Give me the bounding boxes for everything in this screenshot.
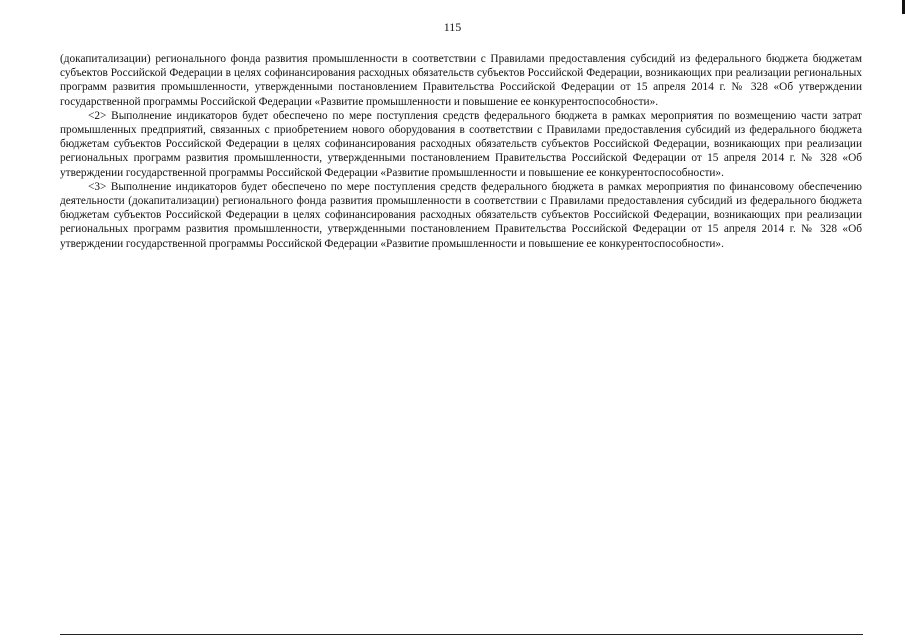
page-number: 115 — [443, 20, 462, 34]
footnote-3: <3> Выполнение индикаторов будет обеспечено по мере поступления средств федерального бюджета в рамках мероприятия по финансовому обеспечению деятельности (докапитализации) регионального фонда развития промышленности в соответствии с Правилами предоставления субсидий из федерального бюджета бюджетам субъектов Российской Федерации в целях софинансирования расходных обязательств субъектов Российской Федерации, возникающих при реализации региональных программ развития промышленности, утвержденными постановлением Правительства Российской Федерации от 15 апреля 2014 г. № 328 «Об утверждении государственной программы Российской Федерации «Развитие промышленности и повышение ее конкурентоспособности». — [60, 180, 862, 250]
paragraph-continuation: (докапитализации) регионального фонда развития промышленности в соответствии с Правилами предоставления субсидий из федерального бюджета бюджетам субъектов Российской Федерации в целях софинансирования расходных обязательств субъектов Российской Федерации, возникающих при реализации региональных программ развития промышленности, утвержденными постановлением Правительства Российской Федерации от 15 апреля 2014 г. № 328 «Об утверждении государственной программы Российской Федерации «Развитие промышленности и повышение ее конкурентоспособности». — [60, 53, 862, 108]
bottom-rule — [60, 634, 863, 635]
footnote-2: <2> Выполнение индикаторов будет обеспечено по мере поступления средств федерального бюджета в рамках мероприятия по возмещению части затрат промышленных предприятий, связанных с приобретением нового оборудования в соответствии с Правилами предоставления субсидий из федерального бюджета бюджетам субъектов Российской Федерации в целях софинансирования расходных обязательств субъектов Российской Федерации, возникающих при реализации региональных программ развития промышленности, утвержденными постановлением Правительства Российской Федерации от 15 апреля 2014 г. № 328 «Об утверждении государственной программы Российской Федерации «Развитие промышленности и повышение ее конкурентоспособности». — [60, 109, 862, 179]
document-body — [60, 52, 862, 251]
